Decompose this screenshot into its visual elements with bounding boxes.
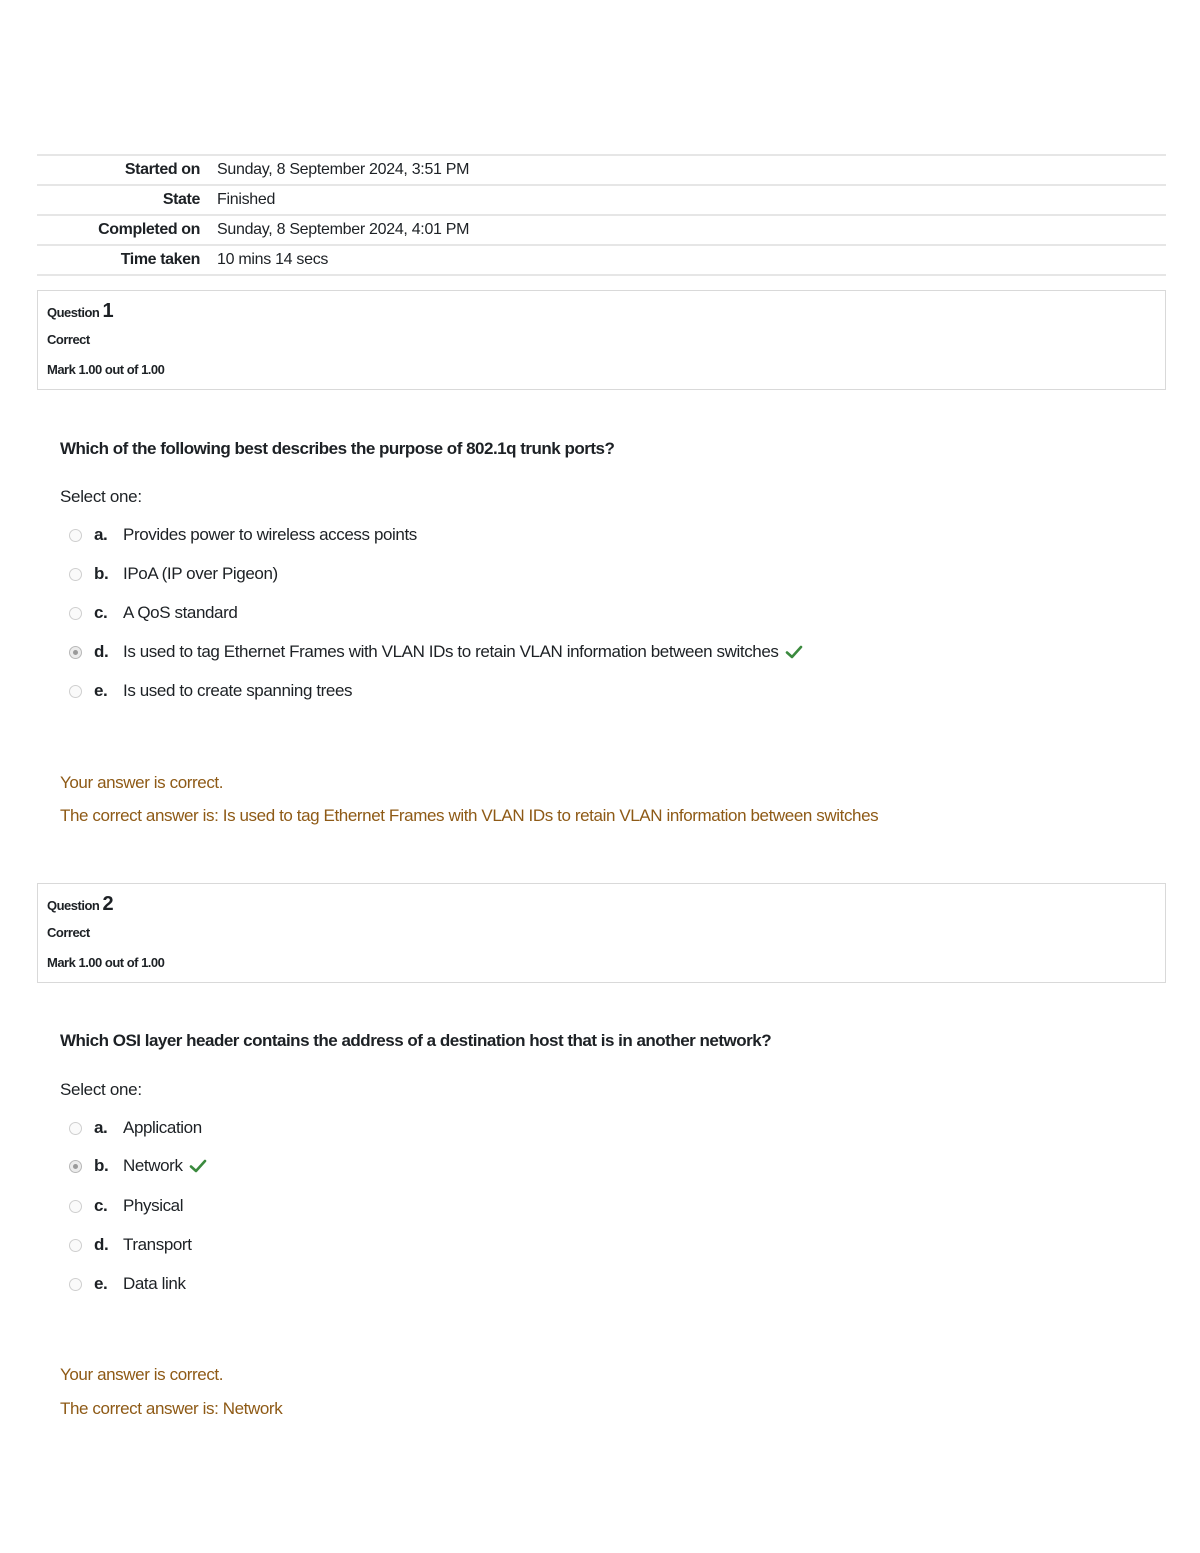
- answer-option-selected[interactable]: [69, 1155, 207, 1177]
- feedback-text: Your answer is correct.: [60, 1365, 224, 1384]
- answer-text: Provides power to wireless access points: [123, 525, 417, 544]
- check-icon: [785, 643, 803, 661]
- check-icon: [189, 1157, 207, 1175]
- answer-text: Network: [123, 1156, 183, 1175]
- radio-button-checked[interactable]: [69, 646, 82, 659]
- summary-row: [37, 185, 1166, 215]
- answer-option[interactable]: [69, 602, 237, 624]
- answer-text: Application: [123, 1118, 202, 1137]
- answer-letter: e.: [94, 1274, 108, 1293]
- quiz-summary-table: [37, 154, 1166, 276]
- answer-letter: d.: [94, 642, 109, 661]
- answer-option[interactable]: [69, 680, 352, 702]
- answer-letter: c.: [94, 1196, 108, 1215]
- question-number-value: 2: [102, 893, 114, 915]
- summary-label: Time taken: [120, 251, 200, 268]
- answer-letter: d.: [94, 1235, 109, 1254]
- question-info-box: [37, 883, 1166, 983]
- question-state: Correct: [47, 925, 90, 940]
- answer-letter: c.: [94, 603, 108, 622]
- question-state: Correct: [47, 332, 90, 347]
- question-label: Question: [47, 305, 100, 320]
- answer-option[interactable]: [69, 1117, 202, 1139]
- question-grade: Mark 1.00 out of 1.00: [47, 362, 165, 377]
- summary-row: [37, 155, 1166, 185]
- question-number: [47, 300, 113, 323]
- summary-value: Sunday, 8 September 2024, 4:01 PM: [217, 221, 470, 238]
- feedback-text: Your answer is correct.: [60, 773, 224, 792]
- summary-value: Finished: [217, 191, 276, 208]
- radio-button-checked[interactable]: [69, 1160, 82, 1173]
- question-text: Which of the following best describes the purpose of 802.1q trunk ports?: [60, 439, 615, 458]
- radio-button[interactable]: [69, 685, 82, 698]
- radio-button[interactable]: [69, 568, 82, 581]
- answer-text: IPoA (IP over Pigeon): [123, 564, 278, 583]
- answer-option-selected[interactable]: [69, 641, 803, 663]
- answer-text: Is used to tag Ethernet Frames with VLAN IDs to retain VLAN information between switches: [123, 642, 779, 661]
- summary-value: 10 mins 14 secs: [217, 251, 329, 268]
- radio-button[interactable]: [69, 1239, 82, 1252]
- right-answer-text: The correct answer is: Is used to tag Ethernet Frames with VLAN IDs to retain VLAN information between switches: [60, 806, 879, 825]
- summary-label: State: [162, 191, 200, 208]
- radio-button[interactable]: [69, 1122, 82, 1135]
- answer-letter: a.: [94, 1118, 108, 1137]
- answer-text: Data link: [123, 1274, 186, 1293]
- answer-option[interactable]: [69, 1195, 183, 1217]
- right-answer-text: The correct answer is: Network: [60, 1399, 283, 1418]
- answer-letter: b.: [94, 564, 109, 583]
- question-grade: Mark 1.00 out of 1.00: [47, 955, 165, 970]
- answer-letter: e.: [94, 681, 108, 700]
- answer-option[interactable]: [69, 1273, 186, 1295]
- radio-button[interactable]: [69, 1278, 82, 1291]
- question-text: Which OSI layer header contains the address of a destination host that is in another network?: [60, 1031, 772, 1050]
- answer-letter: a.: [94, 525, 108, 544]
- question-number-value: 1: [102, 300, 114, 322]
- select-one-prompt: Select one:: [60, 487, 142, 506]
- question-label: Question: [47, 898, 100, 913]
- answer-letter: b.: [94, 1156, 109, 1175]
- answer-option[interactable]: [69, 1234, 192, 1256]
- select-one-prompt: Select one:: [60, 1080, 142, 1099]
- radio-button[interactable]: [69, 1200, 82, 1213]
- summary-label: Completed on: [98, 221, 200, 238]
- radio-button[interactable]: [69, 529, 82, 542]
- answer-text: A QoS standard: [123, 603, 238, 622]
- summary-row: [37, 215, 1166, 245]
- summary-label: Started on: [124, 161, 200, 178]
- summary-row: [37, 245, 1166, 275]
- answer-text: Is used to create spanning trees: [123, 681, 353, 700]
- summary-value: Sunday, 8 September 2024, 3:51 PM: [217, 161, 470, 178]
- answer-text: Physical: [123, 1196, 184, 1215]
- question-number: [47, 893, 113, 916]
- radio-button[interactable]: [69, 607, 82, 620]
- answer-option[interactable]: [69, 563, 278, 585]
- answer-text: Transport: [123, 1235, 192, 1254]
- answer-option[interactable]: [69, 524, 417, 546]
- question-info-box: [37, 290, 1166, 390]
